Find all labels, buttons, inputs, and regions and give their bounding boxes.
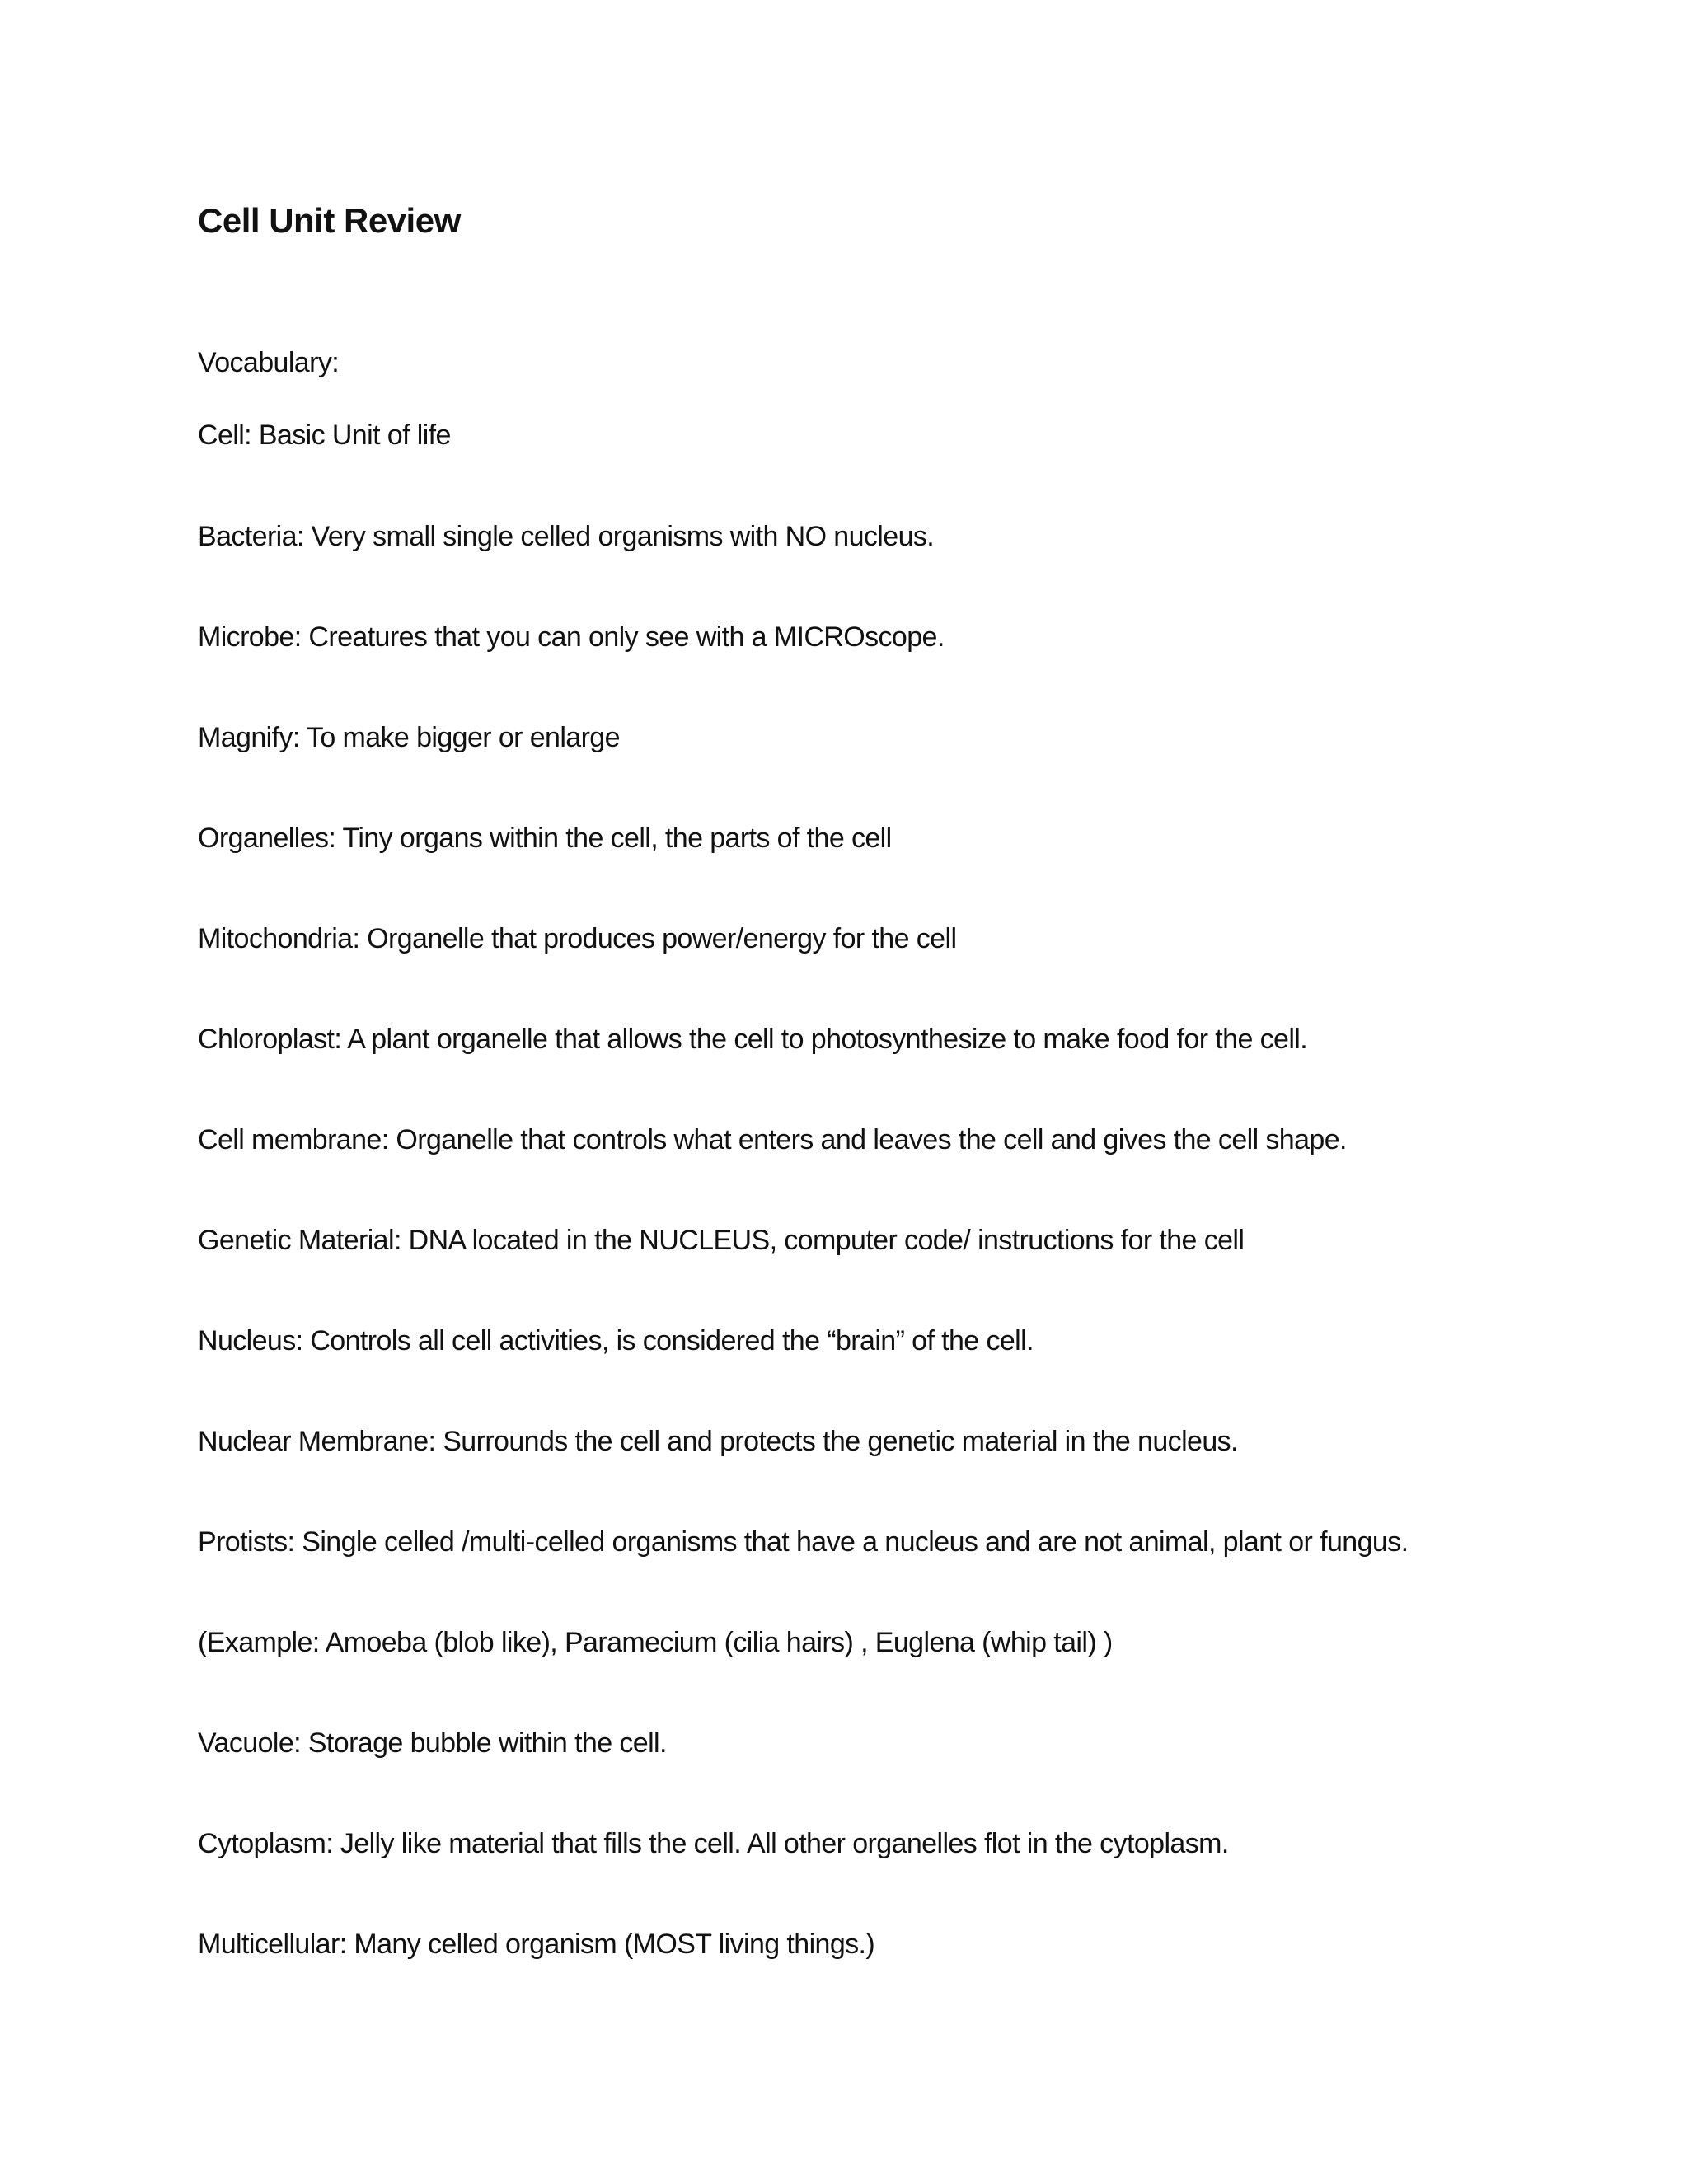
definition-multicellular: Multicellular: Many celled organism (MOST living things.) bbox=[198, 1929, 875, 1960]
definition-nuclear-membrane: Nuclear Membrane: Surrounds the cell and protects the genetic material in the nucleus. bbox=[198, 1426, 1238, 1457]
definition-cell: Cell: Basic Unit of life bbox=[198, 419, 451, 451]
vocabulary-heading: Vocabulary: bbox=[198, 347, 340, 378]
definition-mitochondria: Mitochondria: Organelle that produces power/energy for the cell bbox=[198, 923, 957, 954]
definition-magnify: Magnify: To make bigger or enlarge bbox=[198, 722, 620, 753]
definition-nucleus: Nucleus: Controls all cell activities, is considered the “brain” of the cell. bbox=[198, 1325, 1034, 1357]
definition-vacuole: Vacuole: Storage bubble within the cell. bbox=[198, 1727, 667, 1759]
page-title: Cell Unit Review bbox=[198, 201, 461, 240]
definition-cell-membrane: Cell membrane: Organelle that controls what enters and leaves the cell and gives the cell shape. bbox=[198, 1124, 1347, 1155]
definition-bacteria: Bacteria: Very small single celled organisms with NO nucleus. bbox=[198, 521, 935, 552]
definition-protists: Protists: Single celled /multi-celled organisms that have a nucleus and are not animal, plant or fungus. bbox=[198, 1526, 1409, 1558]
protists-examples: (Example: Amoeba (blob like), Paramecium (cilia hairs) , Euglena (whip tail) ) bbox=[198, 1627, 1113, 1658]
definition-chloroplast: Chloroplast: A plant organelle that allows the cell to photosynthesize to make food for the cell. bbox=[198, 1024, 1308, 1055]
definition-genetic-material: Genetic Material: DNA located in the NUCLEUS, computer code/ instructions for the cell bbox=[198, 1225, 1245, 1256]
definition-organelles: Organelles: Tiny organs within the cell, the parts of the cell bbox=[198, 823, 892, 854]
definition-cytoplasm: Cytoplasm: Jelly like material that fills the cell. All other organelles flot in the cytoplasm. bbox=[198, 1828, 1229, 1859]
definition-microbe: Microbe: Creatures that you can only see with a MICROscope. bbox=[198, 621, 945, 653]
